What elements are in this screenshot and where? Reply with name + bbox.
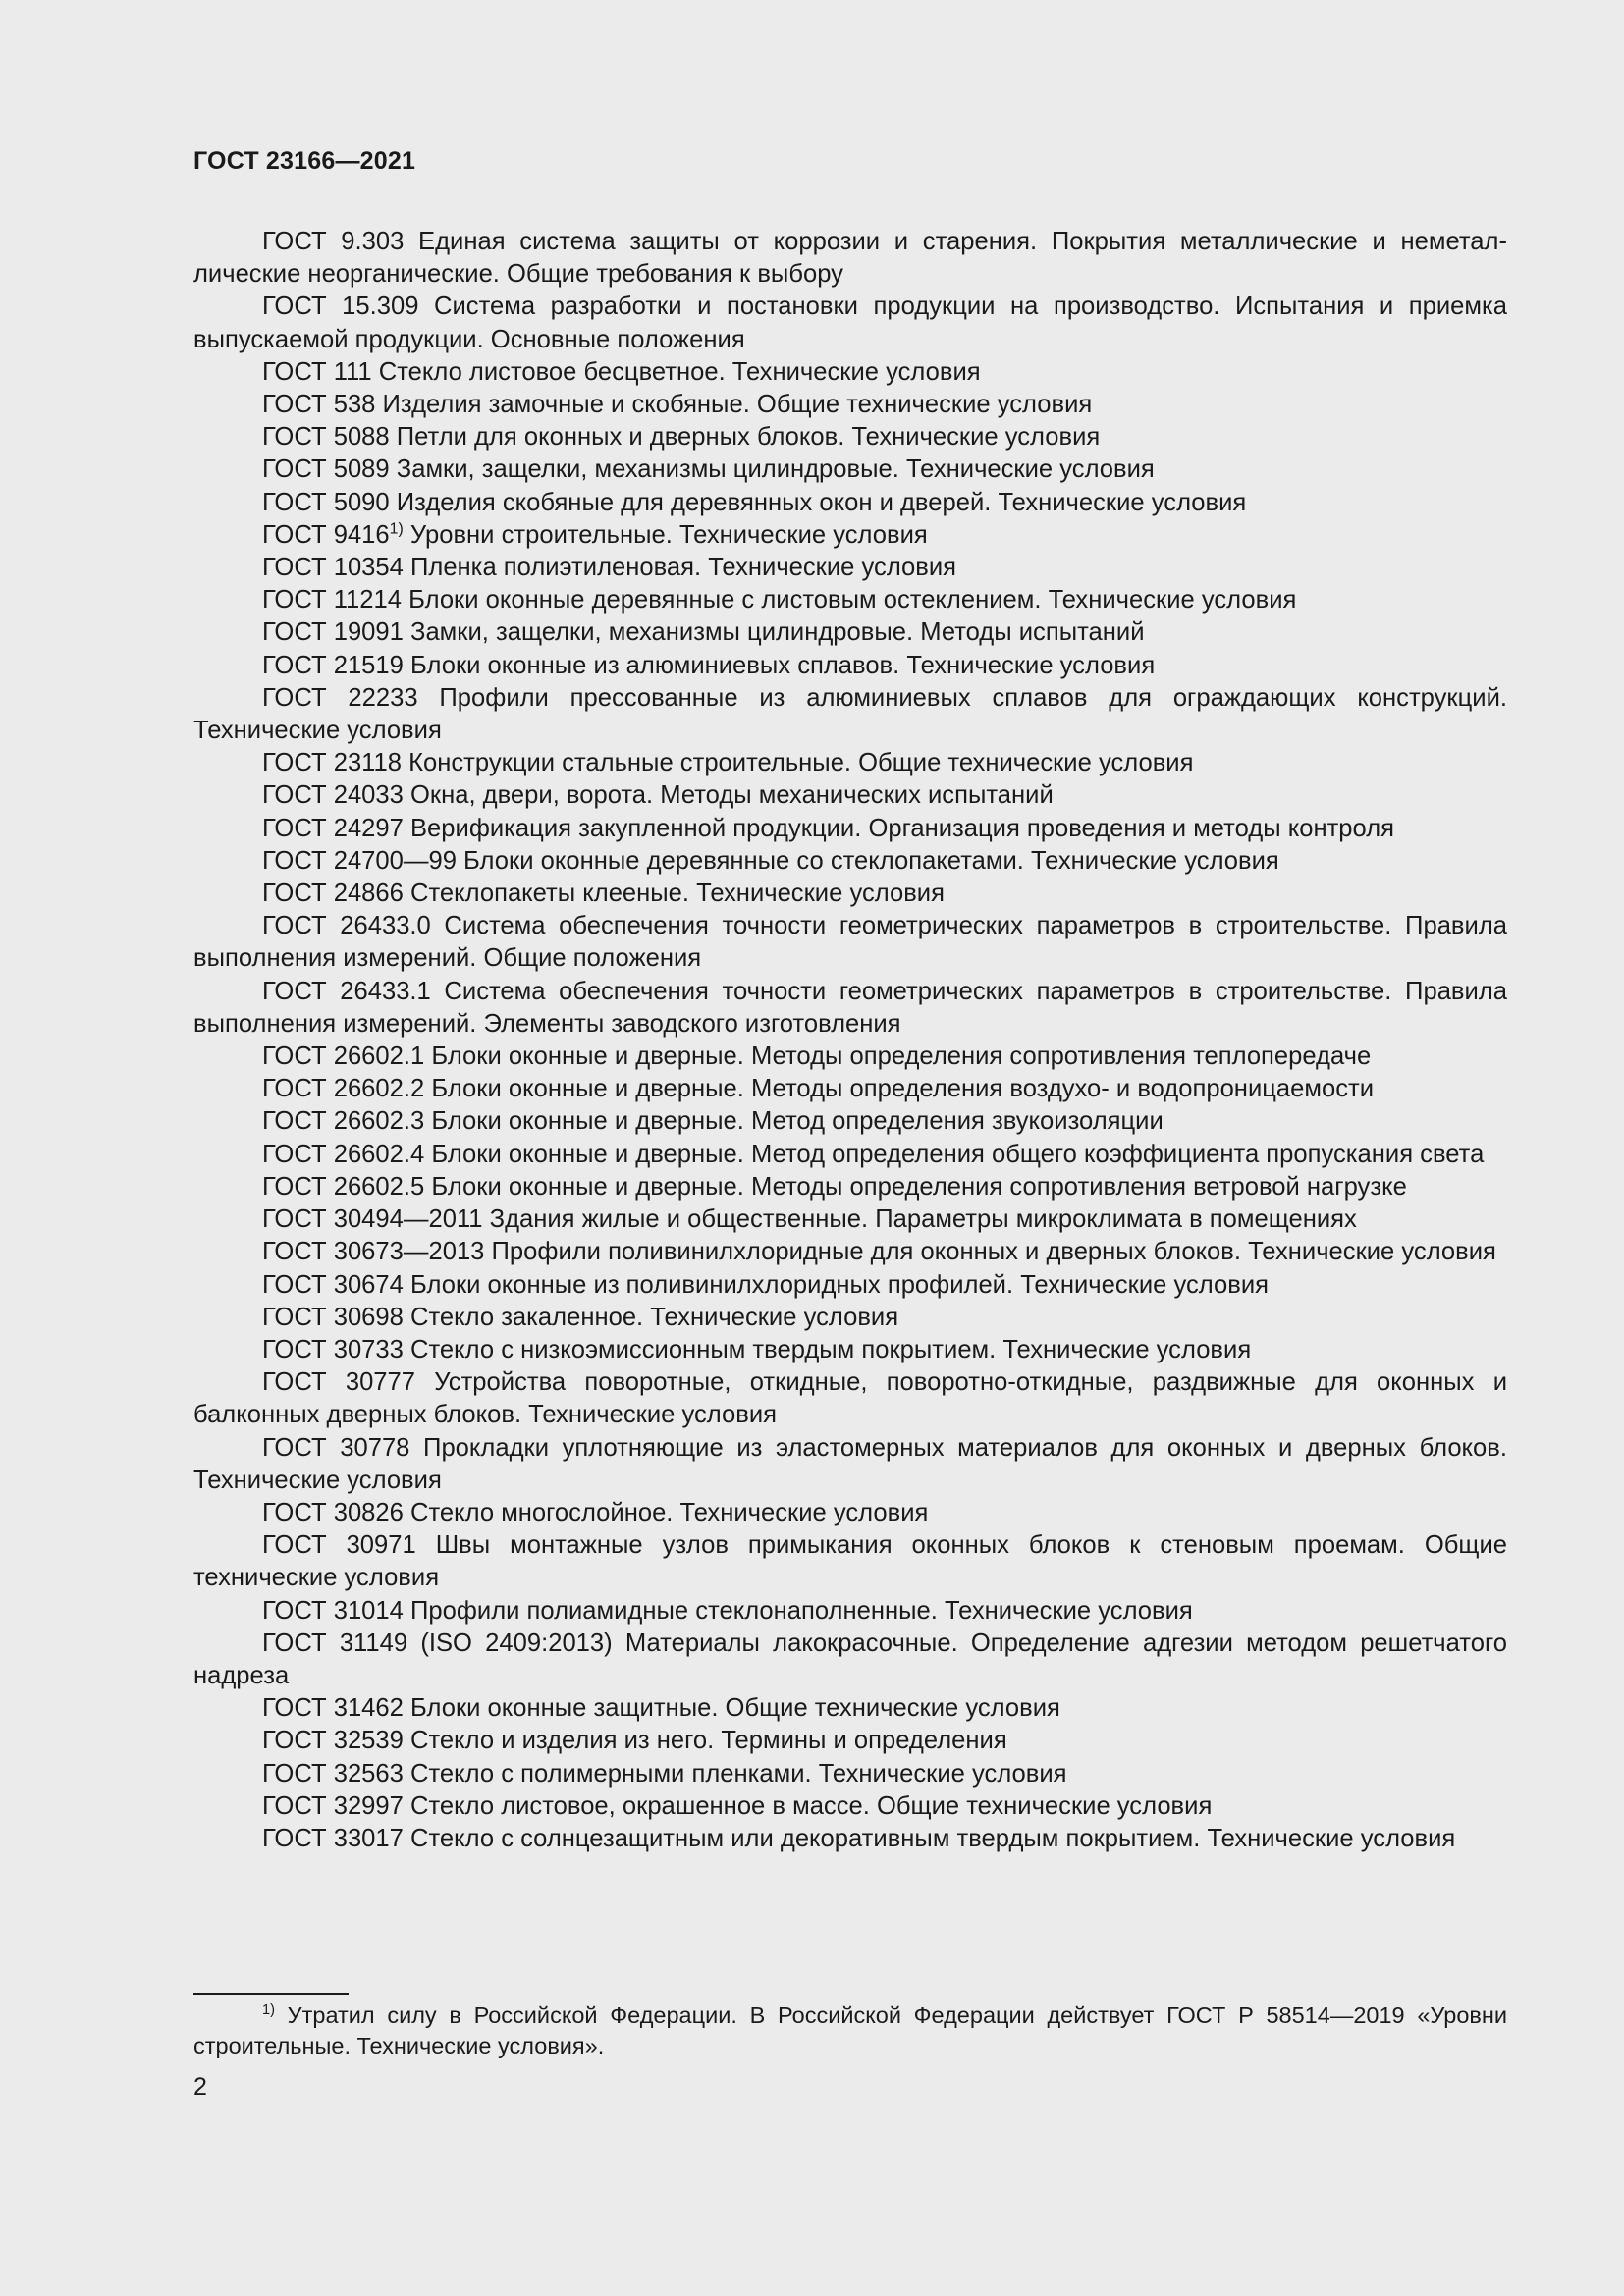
reference-item: ГОСТ 23118 Конструкции стальные строительные. Общие технические условия bbox=[262, 749, 1194, 777]
reference-item: ГОСТ 31462 Блоки оконные защитные. Общие технические условия bbox=[262, 1694, 1060, 1723]
reference-item: ГОСТ 26602.3 Блоки оконные и дверные. Метод определения звукоизоляции bbox=[262, 1107, 1164, 1136]
reference-item: ГОСТ 31014 Профили полиамидные стеклонаполненные. Технические условия bbox=[262, 1596, 1193, 1625]
reference-item: ГОСТ 15.309 Система разработки и постановки продукции на производство. Испытания и приемка выпускаемой продукции. Основные положения bbox=[193, 293, 1507, 353]
reference-item: ГОСТ 30826 Стекло многослойное. Технические условия bbox=[262, 1498, 929, 1526]
reference-item: ГОСТ 24700—99 Блоки оконные деревянные со стеклопакетами. Технические условия bbox=[262, 846, 1279, 875]
reference-item: ГОСТ 10354 Пленка полиэтиленовая. Технические условия bbox=[262, 554, 957, 582]
reference-item-with-footnote bbox=[193, 519, 1507, 552]
reference-text-after: Уровни строительные. Технические условия bbox=[403, 520, 928, 549]
reference-item: ГОСТ 30778 Прокладки уплотняющие из эластомерных материалов для оконных и дверных блоков. Технические условия bbox=[193, 1433, 1507, 1494]
reference-item: ГОСТ 32563 Стекло с полимерными пленками. Технические условия bbox=[262, 1759, 1067, 1788]
reference-item: ГОСТ 5088 Петли для оконных и дверных блоков. Технические условия bbox=[262, 423, 1101, 452]
reference-item: ГОСТ 30698 Стекло закаленное. Технические условия bbox=[262, 1303, 899, 1331]
reference-item: ГОСТ 30733 Стекло с низкоэмиссионным твердым покрытием. Технические условия bbox=[262, 1335, 1252, 1363]
reference-text: ГОСТ 9416 bbox=[262, 520, 390, 549]
footnote-text: Утратил силу в Российской Федерации. В Российской Федерации действует ГОСТ Р 58514—2019 «Уровни строительные. Технические условия». bbox=[193, 2002, 1507, 2058]
reference-item: ГОСТ 32539 Стекло и изделия из него. Термины и определения bbox=[262, 1727, 1007, 1755]
reference-item: ГОСТ 30494—2011 Здания жилые и общественные. Параметры микроклимата в помещениях bbox=[262, 1205, 1357, 1234]
footnote-marker: 1) bbox=[262, 2002, 275, 2019]
reference-item: ГОСТ 26602.2 Блоки оконные и дверные. Методы определения воздухо- и водопроницаемости bbox=[262, 1075, 1375, 1103]
reference-item: ГОСТ 24866 Стеклопакеты клееные. Технические условия bbox=[262, 880, 945, 908]
footnote bbox=[193, 2001, 1507, 2061]
reference-item: ГОСТ 30673—2013 Профили поливинилхлоридные для оконных и дверных блоков. Технические условия bbox=[262, 1238, 1496, 1266]
normative-references-list bbox=[193, 226, 1507, 1855]
reference-item: ГОСТ 19091 Замки, защелки, механизмы цилиндровые. Методы испытаний bbox=[262, 618, 1145, 647]
footnote-separator bbox=[193, 1993, 349, 1995]
reference-item: ГОСТ 30971 Швы монтажные узлов примыкания оконных блоков к стеновым проемам. Общие технические условия bbox=[193, 1531, 1507, 1592]
reference-item: ГОСТ 111 Стекло листовое бесцветное. Технические условия bbox=[262, 357, 981, 386]
reference-item: ГОСТ 11214 Блоки оконные деревянные с листовым остеклением. Технические условия bbox=[262, 586, 1297, 614]
reference-item: ГОСТ 24297 Верификация закупленной продукции. Организация проведения и методы контроля bbox=[262, 814, 1395, 842]
reference-item: ГОСТ 30777 Устройства поворотные, откидные, поворотно-откидные, раздвижные для оконных и балконных дверных блоков. Технические условия bbox=[193, 1368, 1507, 1429]
reference-item: ГОСТ 32997 Стекло листовое, окрашенное в массе. Общие технические условия bbox=[262, 1791, 1213, 1820]
running-header: ГОСТ 23166—2021 bbox=[193, 147, 416, 175]
page-number: 2 bbox=[193, 2073, 207, 2101]
reference-item: ГОСТ 26602.4 Блоки оконные и дверные. Метод определения общего коэффициента пропускания света bbox=[262, 1140, 1485, 1168]
reference-item: ГОСТ 5090 Изделия скобяные для деревянных окон и дверей. Технические условия bbox=[262, 488, 1247, 516]
reference-item: ГОСТ 30674 Блоки оконные из поливинилхлоридных профилей. Технические условия bbox=[262, 1270, 1270, 1299]
reference-item: ГОСТ 26602.5 Блоки оконные и дверные. Методы определения сопротивления ветровой нагрузке bbox=[262, 1172, 1407, 1201]
reference-item: ГОСТ 24033 Окна, двери, ворота. Методы механических испытаний bbox=[262, 781, 1054, 810]
reference-item: ГОСТ 21519 Блоки оконные из алюминиевых сплавов. Технические условия bbox=[262, 651, 1156, 679]
reference-item: ГОСТ 26433.0 Система обеспечения точности геометрических параметров в строительстве. Правила выполнения измерений. Общие положения bbox=[193, 912, 1507, 973]
reference-item: ГОСТ 5089 Замки, защелки, механизмы цилиндровые. Технические условия bbox=[262, 455, 1155, 484]
reference-item: ГОСТ 538 Изделия замочные и скобяные. Общие технические условия bbox=[262, 391, 1093, 419]
footnote-marker: 1) bbox=[389, 520, 404, 538]
reference-item: ГОСТ 26602.1 Блоки оконные и дверные. Методы определения сопротивления теплопередаче bbox=[262, 1042, 1372, 1071]
reference-item: ГОСТ 33017 Стекло с солнцезащитным или декоративным твердым покрытием. Технические условия bbox=[262, 1824, 1456, 1852]
reference-item: ГОСТ 26433.1 Система обеспечения точности геометрических параметров в строительстве. Правила выполнения измерений. Элементы заводского изготовления bbox=[193, 977, 1507, 1038]
reference-item: ГОСТ 9.303 Единая система защиты от коррозии и старения. Покрытия металлические и неметаллические неорганические. Общие требования к выбору bbox=[193, 228, 1507, 289]
reference-item: ГОСТ 31149 (ISO 2409:2013) Материалы лакокрасочные. Определение адгезии методом решетчатого надреза bbox=[193, 1629, 1507, 1689]
reference-item: ГОСТ 22233 Профили прессованные из алюминиевых сплавов для ограждающих конструкций. Технические условия bbox=[193, 683, 1507, 745]
